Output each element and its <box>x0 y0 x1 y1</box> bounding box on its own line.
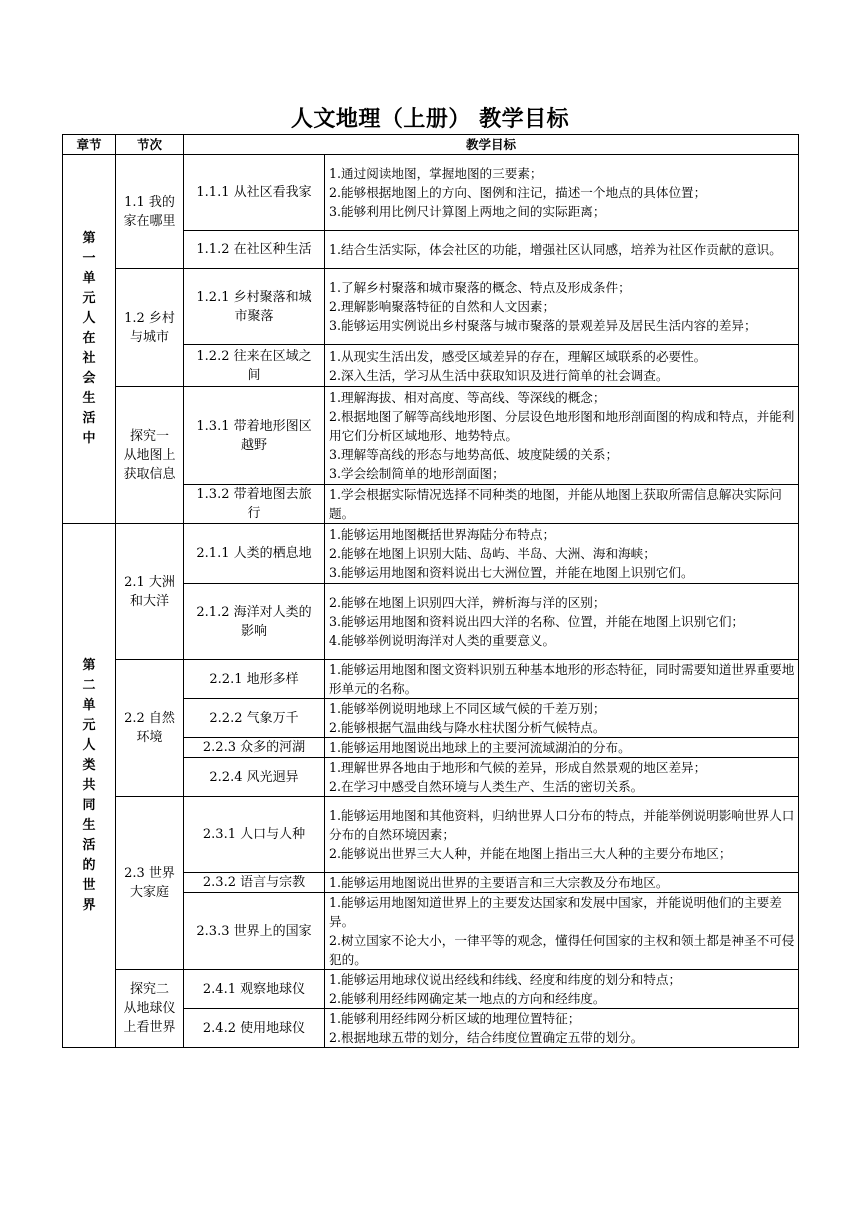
goal-item: 1.能够运用地球仪说出经线和纬线、经度和纬度的划分和特点； <box>329 972 682 987</box>
table-row <box>63 970 799 1009</box>
goal-cell <box>325 970 799 1009</box>
table-row <box>63 155 799 231</box>
table-body <box>63 155 799 1048</box>
goal-item: 1.能够运用地图知道世界上的主要发达国家和发展中国家，并能说明他们的主要差异。 <box>329 895 782 929</box>
goal-item: 2.树立国家不论大小，一律平等的观念，懂得任何国家的主权和领土都是神圣不可侵犯的。 <box>329 933 795 967</box>
lesson-cell: 2.3.2 语言与宗教 <box>184 873 325 893</box>
goal-item: 2.理解影响聚落特征的自然和人文因素； <box>329 299 556 314</box>
unit-cell <box>63 155 116 524</box>
unit-name: 第二单元 人类共同生活的世界 <box>82 657 96 913</box>
lesson-cell: 2.2.2 气象万千 <box>184 699 325 738</box>
table-row <box>63 269 799 345</box>
goal-item: 1.能够运用地图说出世界的主要语言和三大宗教及分布地区。 <box>329 875 669 890</box>
unit-cell <box>63 524 116 1048</box>
header-unit: 章节 <box>63 135 116 155</box>
section-cell: 探究一 从地图上获取信息 <box>116 387 184 524</box>
teaching-goals-table <box>62 134 799 1048</box>
goal-item: 2.根据地球五带的划分，结合纬度位置确定五带的划分。 <box>329 1030 644 1045</box>
lesson-cell: 2.1.2 海洋对人类的影响 <box>184 584 325 660</box>
lesson-cell: 2.1.1 人类的栖息地 <box>184 524 325 584</box>
goal-cell <box>325 387 799 485</box>
table-row <box>63 387 799 485</box>
goal-item: 1.理解世界各地由于地形和气候的差异，形成自然景观的地区差异； <box>329 760 707 775</box>
goal-cell <box>325 738 799 758</box>
goal-item: 1.能够运用地图和其他资料，归纳世界人口分布的特点，并能举例说明影响世界人口分布的自然环境因素； <box>329 808 795 842</box>
section-cell: 1.2 乡村与城市 <box>116 269 184 387</box>
goal-item: 3.能够运用地图和资料说出七大洲位置，并能在地图上识别它们。 <box>329 565 694 580</box>
table-row <box>63 524 799 584</box>
section-cell: 1.1 我的家在哪里 <box>116 155 184 269</box>
goal-item: 2.能够在地图上识别四大洋，辨析海与洋的区别； <box>329 595 606 610</box>
section-cell: 2.3 世界大家庭 <box>116 797 184 970</box>
lesson-cell: 2.4.1 观察地球仪 <box>184 970 325 1009</box>
goal-cell <box>325 524 799 584</box>
goal-item: 3.学会绘制简单的地形剖面图； <box>329 466 505 481</box>
goal-item: 1.能够运用地图说出地球上的主要河流域湖泊的分布。 <box>329 740 631 755</box>
goal-item: 1.能够利用经纬网分析区域的地理位置特征； <box>329 1011 581 1026</box>
document-title: 人文地理（上册） 教学目标 <box>290 107 570 132</box>
goal-item: 2.能够利用经纬网确定某一地点的方向和经纬度。 <box>329 991 606 1006</box>
goal-item: 2.能够在地图上识别大陆、岛屿、半岛、大洲、海和海峡； <box>329 546 656 561</box>
goal-item: 3.理解等高线的形态与地势高低、坡度陡缓的关系； <box>329 447 619 462</box>
unit-name: 第一单元 人在社会生活中 <box>82 231 96 446</box>
section-cell: 2.1 大洲和大洋 <box>116 524 184 660</box>
goal-item: 2.能够根据气温曲线与降水柱状图分析气候特点。 <box>329 720 606 735</box>
goal-cell <box>325 269 799 345</box>
goal-item: 3.能够运用地图和资料说出四大洋的名称、位置，并能在地图上识别它们； <box>329 614 745 629</box>
lesson-cell: 1.2.1 乡村聚落和城市聚落 <box>184 269 325 345</box>
table-row <box>63 660 799 699</box>
goal-cell <box>325 1009 799 1048</box>
goal-cell <box>325 873 799 893</box>
lesson-cell: 2.3.1 人口与人种 <box>184 797 325 873</box>
goal-cell <box>325 758 799 797</box>
lesson-cell: 2.2.3 众多的河湖 <box>184 738 325 758</box>
goal-item: 1.理解海拔、相对高度、等高线、等深线的概念； <box>329 390 606 405</box>
goal-cell <box>325 699 799 738</box>
goal-item: 1.能够运用地图概括世界海陆分布特点； <box>329 527 556 542</box>
goal-item: 1.了解乡村聚落和城市聚落的概念、特点及形成条件； <box>329 280 631 295</box>
goal-item: 2.在学习中感受自然环境与人类生产、生活的密切关系。 <box>329 779 644 794</box>
goal-cell <box>325 155 799 231</box>
goal-cell <box>325 485 799 524</box>
header-section: 节次 <box>116 135 184 155</box>
lesson-cell: 2.3.3 世界上的国家 <box>184 893 325 970</box>
goal-item: 2.能够说出世界三大人种，并能在地图上指出三大人种的主要分布地区； <box>329 846 732 861</box>
goal-cell <box>325 584 799 660</box>
goal-item: 1.结合生活实际，体会社区的功能，增强社区认同感，培养为社区作贡献的意识。 <box>329 242 782 257</box>
goal-item: 1.通过阅读地图，掌握地图的三要素； <box>329 166 543 181</box>
lesson-cell: 2.2.4 风光迥异 <box>184 758 325 797</box>
goal-item: 2.根据地图了解等高线地形图、分层设色地形图和地形剖面图的构成和特点，并能利用它们分析区域地形、地势特点。 <box>329 409 795 443</box>
goal-cell <box>325 660 799 699</box>
goal-item: 1.能够运用地图和图文资料识别五种基本地形的形态特征，同时需要知道世界重要地形单元的名称。 <box>329 662 795 696</box>
goal-cell <box>325 345 799 387</box>
goal-item: 4.能够举例说明海洋对人类的重要意义。 <box>329 633 556 648</box>
goal-item: 2.能够根据地图上的方向、图例和注记，描述一个地点的具体位置； <box>329 185 707 200</box>
goal-cell <box>325 893 799 970</box>
goal-item: 2.深入生活，学习从生活中获取知识及进行简单的社会调查。 <box>329 367 669 383</box>
goal-item: 3.能够利用比例尺计算图上两地之间的实际距离； <box>329 204 606 219</box>
lesson-cell: 1.2.2 往来在区域之间 <box>184 345 325 387</box>
header-row <box>63 135 799 155</box>
lesson-cell: 1.1.1 从社区看我家 <box>184 155 325 231</box>
goal-cell <box>325 231 799 269</box>
section-cell: 2.2 自然环境 <box>116 660 184 797</box>
section-cell: 探究二 从地球仪上看世界 <box>116 970 184 1048</box>
lesson-cell: 1.1.2 在社区种生活 <box>184 231 325 269</box>
lesson-cell: 1.3.2 带着地图去旅行 <box>184 485 325 524</box>
table-row <box>63 797 799 873</box>
lesson-cell: 2.2.1 地形多样 <box>184 660 325 699</box>
lesson-cell: 1.3.1 带着地形图区越野 <box>184 387 325 485</box>
goal-item: 3.能够运用实例说出乡村聚落与城市聚落的景观差异及居民生活内容的差异； <box>329 318 757 333</box>
goal-item: 1.学会根据实际情况选择不同种类的地图，并能从地图上获取所需信息解决实际问题。 <box>329 487 782 521</box>
lesson-cell: 2.4.2 使用地球仪 <box>184 1009 325 1048</box>
header-goal: 教学目标 <box>184 135 799 155</box>
goal-item: 1.能够举例说明地球上不同区域气候的千差万别； <box>329 701 606 716</box>
goal-item: 1.从现实生活出发，感受区域差异的存在，理解区域联系的必要性。 <box>329 348 707 364</box>
goal-cell <box>325 797 799 873</box>
